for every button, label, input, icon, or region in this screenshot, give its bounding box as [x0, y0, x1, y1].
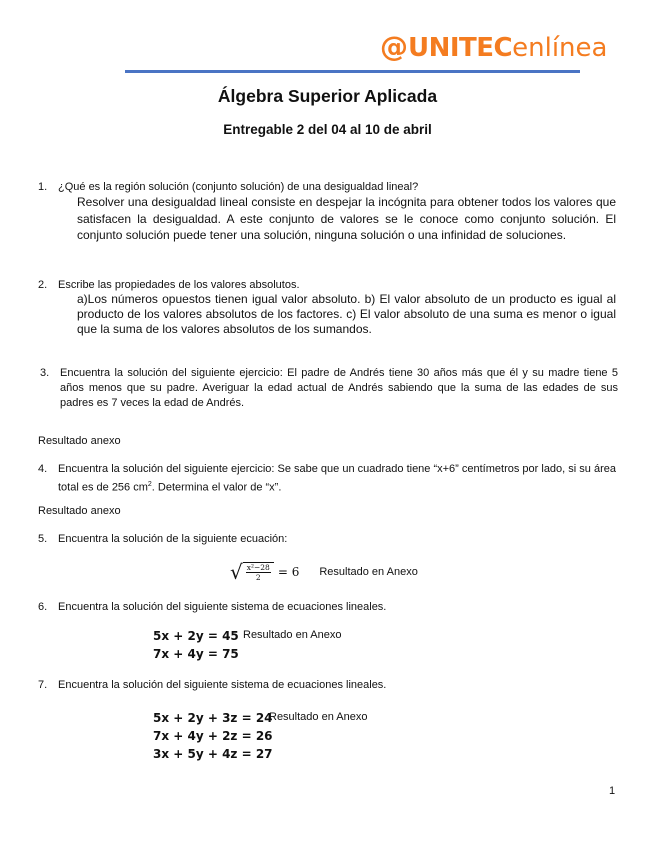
logo-brand-text: UNITEC — [408, 33, 513, 63]
logo-subtext: enlínea — [512, 33, 608, 63]
logo-at-symbol: @ — [380, 30, 408, 63]
question-number: 6. — [38, 601, 48, 613]
equation-line: 3x + 5y + 4z = 27 — [153, 747, 273, 761]
page-number: 1 — [609, 785, 616, 797]
result-4: Resultado anexo — [38, 505, 121, 517]
question-number: 1. — [38, 181, 48, 193]
question-text: Encuentra la solución del siguiente ejercicio: El padre de Andrés tiene 30 años más que él y su madre tiene 5 años menos que su padre. Averiguar la edad actual de Andrés sabiendo que la suma de las edades de sus padres es 7 veces la edad de Andrés. — [60, 367, 618, 409]
question-4 — [38, 462, 618, 496]
question-2 — [38, 278, 618, 293]
equation-line: 7x + 4y + 2z = 26 — [153, 729, 273, 743]
page-title: Álgebra Superior Aplicada — [217, 86, 438, 106]
question-text: Encuentra la solución del siguiente sistema de ecuaciones lineales. — [58, 679, 387, 691]
sqrt-symbol: √ — [230, 560, 243, 584]
question-5 — [38, 532, 618, 547]
equation-line: 7x + 4y = 75 — [153, 647, 239, 661]
equation-line: 5x + 2y = 45 — [153, 629, 239, 643]
question-number: 7. — [38, 679, 48, 691]
header-rule — [125, 70, 580, 73]
equation-rhs: = 6 — [277, 565, 300, 579]
question-number: 4. — [38, 463, 48, 475]
fraction-numerator: x²−28 — [246, 563, 270, 572]
fraction-denominator: 2 — [255, 573, 261, 582]
result-6: Resultado en Anexo — [243, 629, 342, 641]
question-text: Encuentra la solución del siguiente ejercicio: Se sabe que un cuadrado tiene “x+6” centímetros por lado, si su área total es de 256 $cm^2$. Determina el valor de “x”. — [58, 463, 616, 494]
page-subtitle: Entregable 2 del 04 al 10 de abril — [223, 122, 432, 137]
answer-2: a)Los números opuestos tienen igual valor absoluto. b) El valor absoluto de un producto es igual al producto de los valores absolutos de los factores. c) El valor absoluto de una suma es menor o igual que la suma de los valores absolutos de los sumandos. — [77, 292, 616, 336]
result-5: Resultado en Anexo — [319, 566, 418, 578]
question-text: Encuentra la solución del siguiente sistema de ecuaciones lineales. — [58, 601, 387, 613]
sqrt-expression — [230, 562, 274, 582]
question-number: 2. — [38, 279, 48, 291]
question-7 — [38, 678, 618, 693]
question-text: ¿Qué es la región solución (conjunto solución) de una desigualdad lineal? — [58, 181, 419, 193]
equation-5 — [230, 562, 418, 582]
question-text: Encuentra la solución de la siguiente ecuación: — [58, 533, 288, 545]
result-7: Resultado en Anexo — [269, 711, 368, 723]
equation-line: 5x + 2y + 3z = 24 — [153, 711, 273, 725]
unitec-logo — [380, 30, 607, 63]
question-number: 3. — [40, 367, 50, 379]
question-number: 5. — [38, 533, 48, 545]
answer-1: Resolver una desigualdad lineal consiste en despejar la incógnita para obtener todos los valores que satisfacen la desigualdad. A este conjunto de valores se le conoce como conjunto solución. El conjunto solución puede tener una solución, ninguna solución o una infinidad de soluciones. — [77, 195, 616, 242]
question-text: Escribe las propiedades de los valores absolutos. — [58, 279, 300, 291]
question-1 — [38, 180, 618, 195]
question-6 — [38, 600, 618, 615]
equation-system-6 — [153, 627, 239, 663]
result-3: Resultado anexo — [38, 435, 121, 447]
question-3 — [40, 366, 618, 411]
equation-system-7 — [153, 709, 273, 763]
